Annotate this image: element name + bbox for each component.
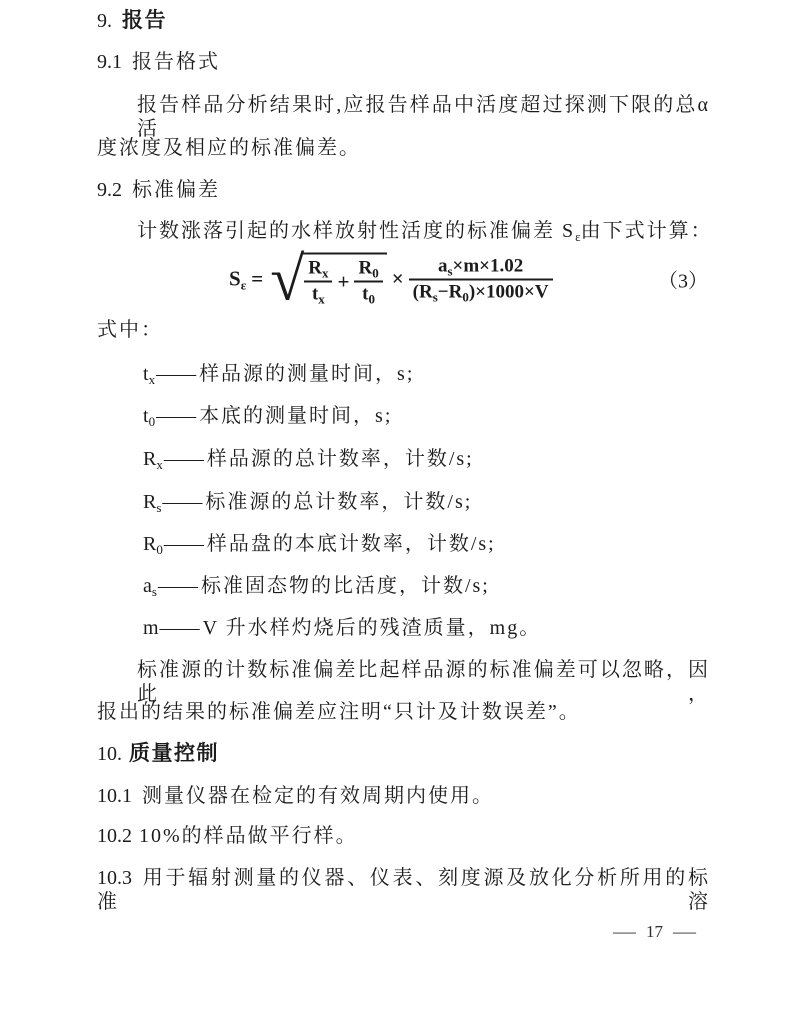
var-sub: x [148, 372, 156, 387]
den-sub1: s [432, 289, 438, 304]
definition-r0 [143, 532, 756, 556]
intro-text-pre: 计数涨落引起的水样放射性活度的标准偏差 S [137, 220, 576, 242]
var-base: R [143, 491, 157, 513]
fraction-rx-tx [304, 258, 332, 306]
footer-right-dash: — [673, 922, 696, 941]
var-sub: 0 [148, 414, 156, 429]
var-base: a [143, 575, 152, 597]
equals-sign: = [251, 266, 264, 291]
definition-dash: —— [156, 363, 197, 385]
subsection-title: 标准偏差 [132, 179, 220, 201]
lhs-base: S [229, 266, 241, 291]
definition-text: 标准源的总计数率，计数/s; [205, 491, 473, 513]
subsection-heading-9-1 [97, 50, 710, 74]
definition-rx [143, 447, 756, 471]
definition-dash: —— [156, 405, 197, 427]
a-sub: s [447, 263, 453, 278]
item-number: 10.3 [97, 867, 132, 889]
num-sub: x [321, 265, 329, 281]
subsection-number: 9.1 [97, 51, 122, 73]
section-number: 10. [97, 743, 122, 765]
definition-t0 [143, 404, 756, 428]
definition-as [143, 574, 756, 598]
definition-text: 样品源的总计数率，计数/s; [206, 448, 474, 470]
formula-intro-line [97, 219, 713, 244]
subsection-number: 9.2 [97, 179, 122, 201]
plus-sign: + [337, 269, 350, 293]
item-number: 10.1 [97, 785, 132, 807]
item-10-1 [97, 784, 710, 808]
radical-sign: √ [270, 245, 305, 313]
section-title: 报告 [122, 8, 167, 32]
footer-left-dash: — [613, 922, 636, 941]
den-sub: 0 [368, 291, 375, 307]
definition-text: V 升水样灼烧后的残渣质量，mg。 [202, 617, 542, 639]
intro-text-post: 由下式计算： [580, 220, 713, 242]
definition-m [143, 616, 756, 640]
var-base: m [143, 617, 159, 639]
denominator [354, 283, 382, 306]
definition-tx [143, 362, 756, 386]
den-part2: −R [437, 281, 463, 302]
numerator [354, 258, 382, 283]
var-base: R [143, 533, 157, 555]
definition-text: 样品盘的本底计数率，计数/s; [206, 533, 496, 555]
page-number-footer [613, 922, 696, 942]
subsection-title: 报告格式 [132, 51, 220, 73]
definition-dash: —— [157, 575, 198, 597]
definition-text: 本底的测量时间，s; [199, 405, 393, 427]
var-base: t [143, 405, 149, 427]
numerator [409, 255, 553, 280]
definition-text: 标准固态物的比活度，计数/s; [200, 575, 490, 597]
item-text: 用于辐射测量的仪器、仪表、刻度源及放化分析所用的标准溶 [97, 867, 710, 913]
var-sub: x [156, 457, 163, 472]
subsection-heading-9-2 [97, 178, 710, 202]
num-sub: 0 [372, 265, 379, 281]
formula-lhs [229, 267, 246, 292]
numerator [304, 258, 332, 283]
fraction-r0-t0 [354, 258, 382, 306]
den-base: t [362, 283, 369, 305]
paragraph-1-line-2: 度浓度及相应的标准偏差。 [97, 137, 361, 159]
where-label: 式中： [97, 319, 163, 341]
definition-rs [143, 490, 756, 514]
num-base: R [358, 257, 373, 279]
denominator [304, 283, 332, 306]
item-text: 测量仪器在检定的有效周期内使用。 [142, 785, 494, 807]
paragraph-3-line-2: 报出的结果的标准偏差应注明“只计及计数误差”。 [97, 701, 581, 723]
den-base: t [311, 283, 319, 305]
equation-number: （3） [658, 270, 708, 293]
lhs-subscript: ε [240, 277, 247, 293]
section-title: 质量控制 [129, 741, 219, 765]
s-epsilon-subscript: ε [575, 229, 581, 244]
definition-text: 样品源的测量时间，s; [199, 363, 415, 385]
var-base: t [143, 363, 149, 385]
multiplication-sign: × [391, 266, 404, 291]
section-number: 9. [97, 10, 112, 32]
item-10-2 [97, 824, 710, 848]
fraction-activity [409, 255, 553, 303]
formula-block [97, 246, 710, 312]
den-sub2: 0 [462, 289, 469, 304]
item-text: 10%的样品做平行样。 [139, 825, 358, 847]
paragraph-3-line-1: 标准源的计数标准偏差比起样品源的标准偏差可以忽略，因此， [137, 659, 710, 705]
item-number: 10.2 [97, 825, 132, 847]
item-10-3 [97, 866, 710, 914]
den-part3: )×1000×V [468, 281, 549, 302]
square-root [270, 245, 386, 313]
var-base: R [143, 448, 157, 470]
definition-dash: —— [163, 533, 204, 555]
num-base: R [308, 257, 322, 279]
denominator [409, 280, 553, 303]
a-base: a [437, 255, 448, 276]
var-sub: 0 [156, 542, 163, 557]
definition-dash: —— [162, 491, 203, 513]
radicand [301, 253, 386, 306]
den-part1: (R [412, 281, 433, 302]
section-heading-9 [97, 8, 710, 33]
definition-dash: —— [159, 617, 200, 639]
definition-dash: —— [163, 448, 204, 470]
var-sub: s [156, 500, 162, 515]
page-number: 17 [646, 922, 663, 941]
section-heading-10 [97, 741, 710, 766]
num-rest: ×m×1.02 [452, 255, 524, 276]
paragraph-1-line-1: 报告样品分析结果时,应报告样品中活度超过探测下限的总α活 [137, 94, 710, 140]
var-sub: s [151, 584, 157, 599]
formula-expression [229, 245, 553, 313]
den-sub: x [318, 291, 325, 307]
